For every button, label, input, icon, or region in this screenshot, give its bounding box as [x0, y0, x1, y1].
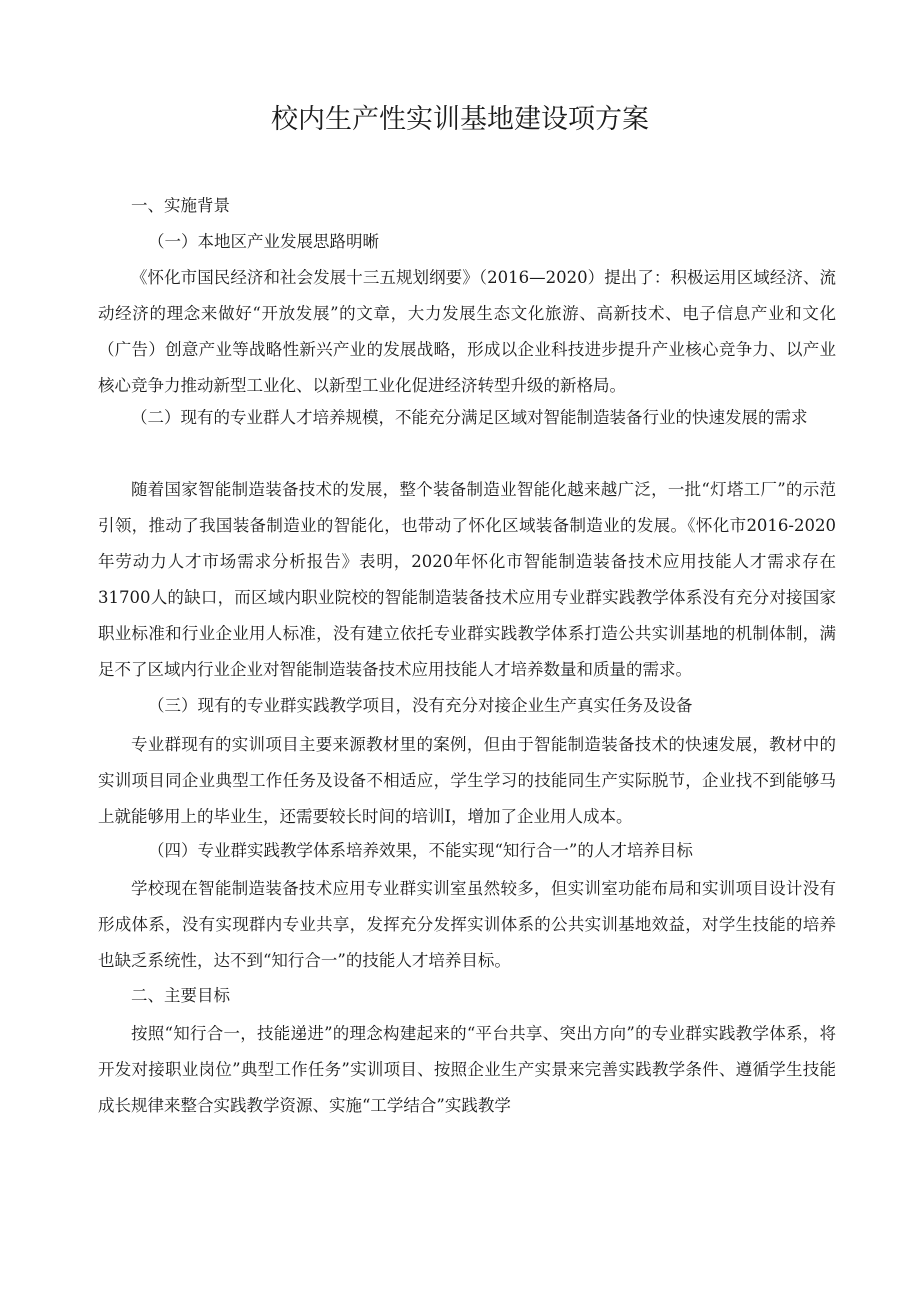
- subsection-2-paragraph: 随着国家智能制造装备技术的发展，整个装备制造业智能化越来越广泛，一批“灯塔工厂”的示范引领，推动了我国装备制造业的智能化，也带动了怀化区域装备制造业的发展。《怀化市2016-2020年劳动力人才市场需求分析报告》表明，2020年怀化市智能制造装备技术应用技能人才需求存在31700人的缺口，而区域内职业院校的智能制造装备技术应用专业群实践教学体系没有充分对接国家职业标准和行业企业用人标准，没有建立依托专业群实践教学体系打造公共实训基地的机制体制，满足不了区域内行业企业对智能制造装备技术应用技能人才培养数量和质量的需求。: [98, 480, 836, 679]
- section-1-heading: 一、实施背景: [131, 196, 230, 215]
- subsection-3-heading: （三）现有的专业群实践教学项目，没有充分对接企业生产真实任务及设备: [148, 696, 693, 715]
- subsection-4-heading: （四）专业群实践教学体系培养效果，不能实现“知行合一”的人才培养目标: [148, 841, 693, 860]
- subsection-4-paragraph: 学校现在智能制造装备技术应用专业群实训室虽然较多，但实训室功能布局和实训项目设计没有形成体系，没有实现群内专业共享，发挥充分发挥实训体系的公共实训基地效益，对学生技能的培养也缺乏系统性，达不到“知行合一”的技能人才培养目标。: [98, 879, 836, 970]
- section-2-paragraph: 按照“知行合一，技能递进”的理念构建起来的“平台共享、突出方向”的专业群实践教学体系，将开发对接职业岗位”典型工作任务”实训项目、按照企业生产实景来完善实践教学条件、遵循学生技能成长规律来整合实践教学资源、实施“工学结合”实践教学: [98, 1024, 836, 1115]
- subsection-3-paragraph: 专业群现有的实训项目主要来源教材里的案例，但由于智能制造装备技术的快速发展，教材中的实训项目同企业典型工作任务及设备不相适应，学生学习的技能同生产实际脱节，企业找不到能够马上就能够用上的毕业生，还需要较长时间的培训I，增加了企业用人成本。: [98, 735, 836, 826]
- subsection-2-heading: （二）现有的专业群人才培养规模，不能充分满足区域对智能制造装备行业的快速发展的需求: [131, 408, 808, 427]
- subsection-1-paragraph: 《怀化市国民经济和社会发展十三五规划纲要》（2016—2020）提出了：积极运用区域经济、流动经济的理念来做好“开放发展”的文章，大力发展生态文化旅游、高新技术、电子信息产业和文化（广告）创意产业等战略性新兴产业的发展战略，形成以企业科技进步提升产业核心竞争力、以产业核心竞争力推动新型工业化、以新型工业化促进经济转型升级的新格局。: [98, 268, 836, 395]
- document-title: 校内生产性实训基地建设项方案: [271, 104, 649, 135]
- subsection-1-heading: （一）本地区产业发展思路明晰: [148, 232, 379, 251]
- section-2-heading: 二、主要目标: [131, 986, 230, 1005]
